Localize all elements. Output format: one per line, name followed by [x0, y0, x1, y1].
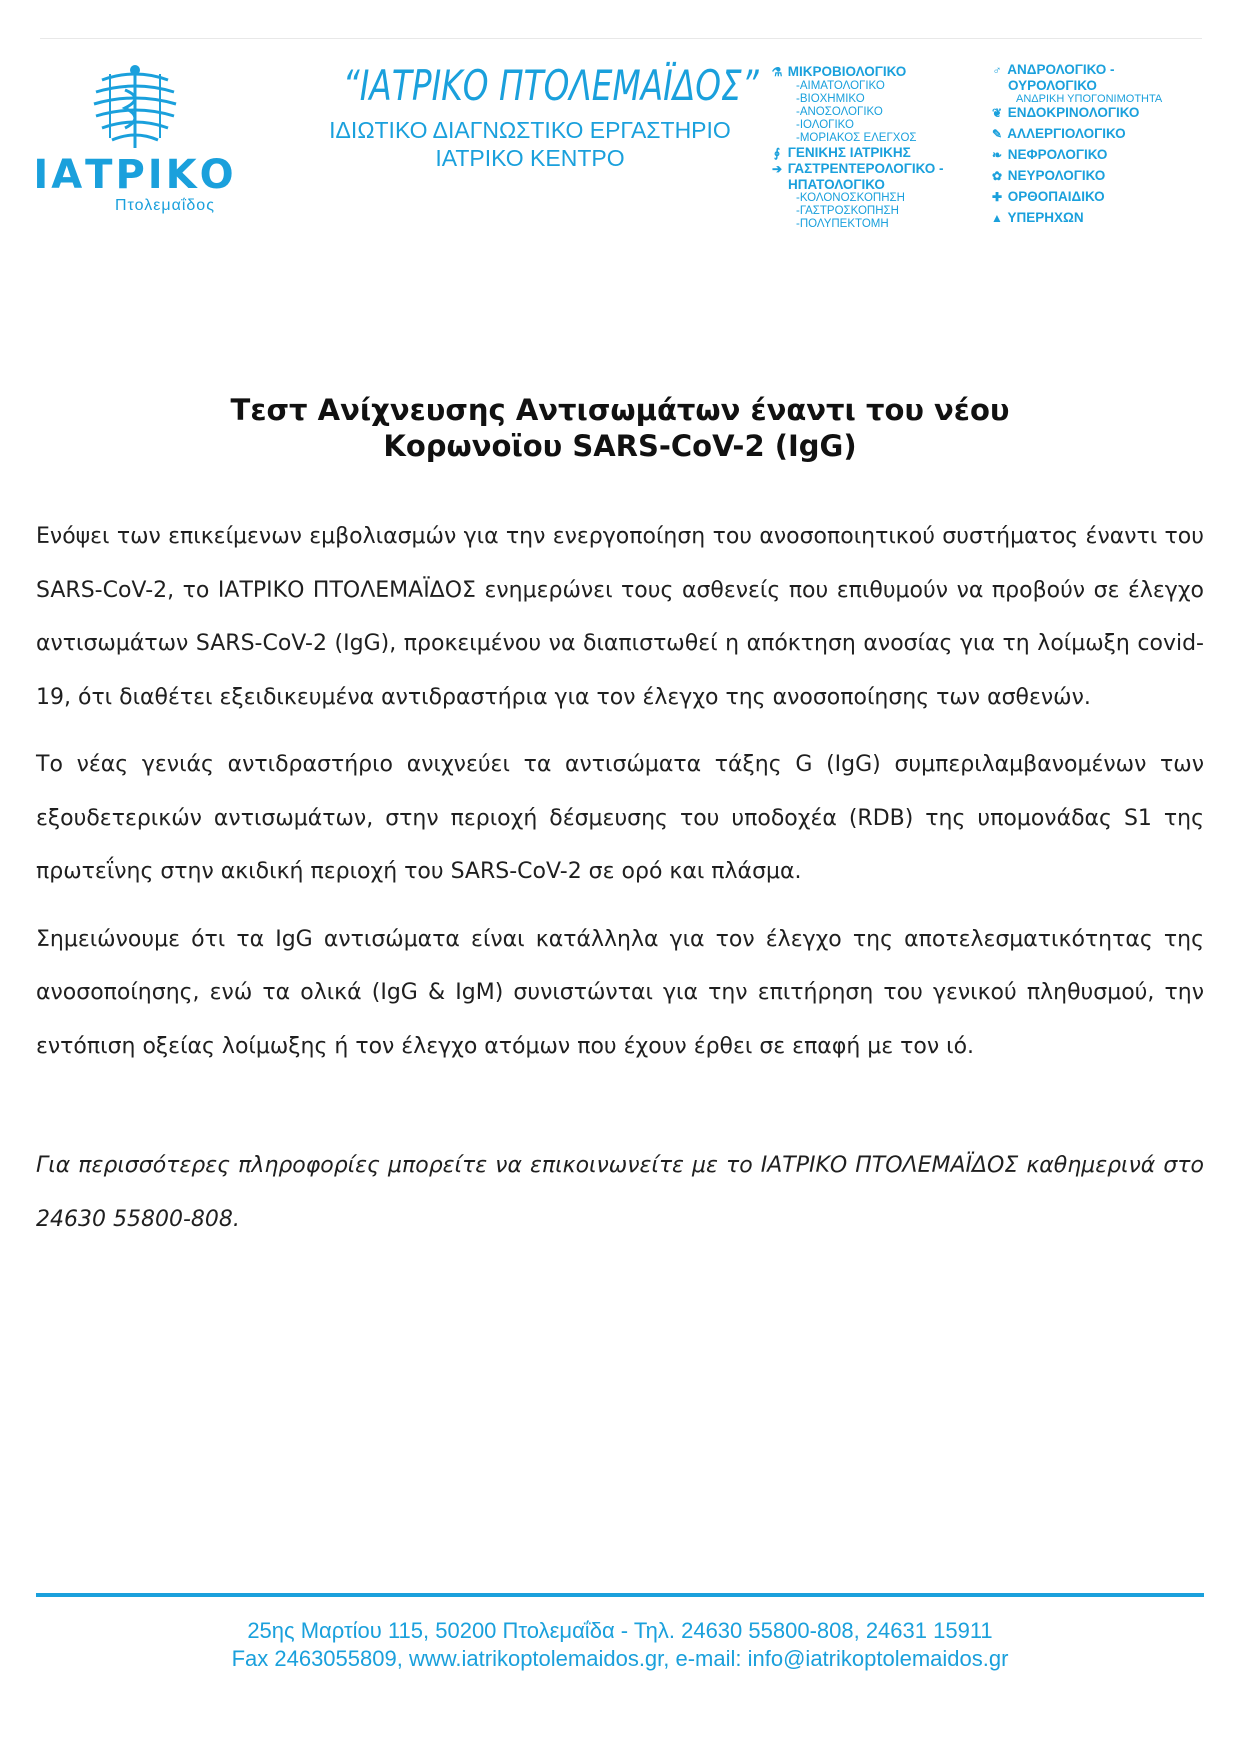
- logo-wordmark: ΙΑΤΡΙΚΟ: [33, 152, 237, 198]
- top-divider: [40, 38, 1202, 39]
- clinic-logo: [30, 60, 240, 220]
- specialty-andro-cont: ΟΥΡΟΛΟΓΙΚΟ: [1008, 78, 1097, 93]
- specialty-ultra: ▲ ΥΠΕΡΗΧΩΝ: [991, 210, 1084, 225]
- brain-icon: ✿: [991, 169, 1003, 183]
- document-title: [0, 392, 1240, 464]
- clinic-subtitle-2: ΙΑΤΡΙΚΟ ΚΕΝΤΡΟ: [435, 145, 625, 171]
- paragraph: Το νέας γενιάς αντιδραστήριο ανιχνεύει τα αντισώματα τάξης G (IgG) συμπεριλαμβανομένων των εξουδετερικών αντισωμάτων, στην περιοχή δέσμευσης του υποδοχέα (RDB) της υπομονάδας S1 της πρωτεΐνης στην ακιδική περιοχή του SARS-CoV-2 σε ορό και πλάσμα.: [36, 752, 1204, 884]
- contact-info-paragraph: Για περισσότερες πληροφορίες μπορείτε να επικοινωνείτε με το ΙΑΤΡΙΚΟ ΠΤΟΛΕΜΑΪΔΟΣ καθημερινά στο 24630 55800-808.: [36, 1153, 1204, 1232]
- specialty-sub: ΑΝΔΡΙΚΗ ΥΠΟΓΟΝΙΜΟΤΗΤΑ: [1016, 93, 1163, 105]
- male-symbol-icon: ♂: [992, 63, 1002, 77]
- specialty-sub: -ΓΑΣΤΡΟΣΚΟΠΗΣΗ: [796, 205, 899, 217]
- specialties-left: [770, 64, 990, 231]
- specialty-gastro: ➔ ΓΑΣΤΡΕΝΤΕΡΟΛΟΓΙΚΟ -: [771, 161, 944, 176]
- specialty-gastro-cont: ΗΠΑΤΟΛΟΓΙΚΟ: [788, 177, 885, 192]
- specialty-sub: -ΠΟΛΥΠΕΚΤΟΜΗ: [796, 218, 889, 230]
- logo-subtitle: Πτολεμαΐδος: [115, 197, 215, 214]
- footer-address: 25ης Μαρτίου 115, 50200 Πτολεμαΐδα - Τηλ. 24630 55800-808, 24631 15911: [247, 1618, 993, 1643]
- ultrasound-probe-icon: ▲: [991, 211, 1003, 225]
- title-line: Κορωνοϊου SARS-CoV-2 (IgG): [383, 429, 857, 463]
- title-line: Τεστ Ανίχνευσης Αντισωμάτων έναντι του νέου: [230, 393, 1010, 427]
- specialty-neuro: ✿ ΝΕΥΡΟΛΟΓΙΚΟ: [991, 168, 1106, 183]
- specialty-allergy: ✎ ΑΛΛΕΡΓΙΟΛΟΓΙΚΟ: [991, 126, 1126, 141]
- clinic-subtitle: ΙΔΙΩΤΙΚΟ ΔΙΑΓΝΩΣΤΙΚΟ ΕΡΓΑΣΤΗΡΙΟ: [329, 117, 731, 143]
- syringe-icon: ✎: [991, 127, 1003, 141]
- letterhead: [0, 0, 1240, 260]
- specialty-ortho: ✚ ΟΡΘΟΠΑΙΔΙΚΟ: [991, 189, 1105, 204]
- microscope-icon: ⚗: [771, 65, 783, 79]
- specialty-andro: ♂ ΑΝΔΡΟΛΟΓΙΚΟ -: [990, 62, 1210, 78]
- bone-icon: ✚: [991, 190, 1003, 204]
- specialty-sub: -ΙΟΛΟΓΙΚΟ: [796, 119, 854, 131]
- stethoscope-icon: ∮: [773, 146, 781, 160]
- clinic-name: “ΙΑΤΡΙΚΟ ΠΤΟΛΕΜΑΪΔΟΣ”: [342, 61, 759, 110]
- footer-divider: [36, 1593, 1204, 1597]
- thyroid-icon: ❦: [991, 106, 1003, 120]
- specialty-sub: -ΜΟΡΙΑΚΟΣ ΕΛΕΓΧΟΣ: [796, 132, 917, 144]
- specialty-sub: -ΑΙΜΑΤΟΛΟΓΙΚΟ: [796, 80, 885, 92]
- footer-contact: Fax 2463055809, www.iatrikoptolemaidos.gr, e-mail: info@iatrikoptolemaidos.gr: [231, 1646, 1009, 1671]
- specialty-nephro: ❧ ΝΕΦΡΟΛΟΓΙΚΟ: [991, 147, 1108, 162]
- document-body: [36, 510, 1204, 1260]
- paragraph: Σημειώνουμε ότι τα IgG αντισώματα είναι κατάλληλα για τον έλεγχο της αποτελεσματικότητας της ανοσοποίησης, ενώ τα ολικά (IgG & IgM) συνιστώνται για την επιτήρηση του γενικού πληθυσμού, την εντόπιση οξείας λοίμωξης ή τον έλεγχο ατόμων που έχουν έρθει σε επαφή με τον ιό.: [36, 926, 1204, 1059]
- specialty-general: ∮ ΓΕΝΙΚΗΣ ΙΑΤΡΙΚΗΣ: [770, 145, 990, 161]
- specialty-sub: -ΑΝΟΣΟΛΟΓΙΚΟ: [796, 106, 883, 118]
- paragraph: Ενόψει των επικείμενων εμβολιασμών για την ενεργοποίηση του ανοσοποιητικού συστήματος έναντι του SARS-CoV-2, το ΙΑΤΡΙΚΟ ΠΤΟΛΕΜΑΪΔΟΣ ενημερώνει τους ασθενείς που επιθυμούν να προβούν σε έλεγχο αντισωμάτων SARS-CoV-2 (IgG), προκειμένου να διαπιστωθεί η απόκτηση ανοσίας για τη λοίμωξη covid-19, ότι διαθέτει εξειδικευμένα αντιδραστήρια για τον έλεγχο της ανοσοποίησης των ασθενών.: [36, 524, 1204, 710]
- kidney-icon: ❧: [991, 148, 1003, 162]
- clinic-heading: [290, 60, 770, 172]
- specialties-right: [990, 62, 1210, 226]
- stomach-icon: ➔: [771, 162, 783, 176]
- specialty-sub: -ΚΟΛΟΝΟΣΚΟΠΗΣΗ: [796, 192, 905, 204]
- globe-caduceus-icon: [90, 60, 180, 150]
- specialty-endo: ❦ ΕΝΔΟΚΡΙΝΟΛΟΓΙΚΟ: [991, 105, 1140, 120]
- footer: [0, 1617, 1240, 1673]
- specialty-micro: ⚗ ΜΙΚΡΟΒΙΟΛΟΓΙΚΟ: [771, 64, 907, 79]
- specialty-sub: -ΒΙΟΧΗΜΙΚΟ: [796, 93, 865, 105]
